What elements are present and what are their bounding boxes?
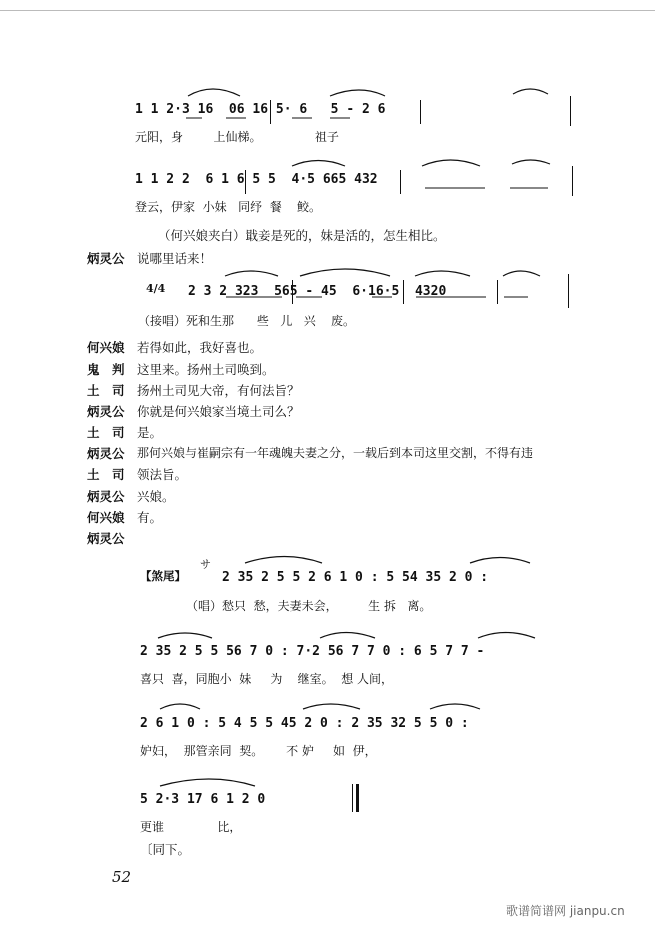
barline <box>497 280 498 304</box>
watermark: 歌谱简谱网 jianpu.cn <box>506 904 625 918</box>
dialogue-text: 这里来。扬州土司唤到。 <box>137 362 275 377</box>
coda-tag: 【煞尾】 <box>140 569 186 583</box>
barline <box>570 96 571 126</box>
page-number: 52 <box>112 868 132 886</box>
meter: 4/4 <box>146 282 166 295</box>
speaker: 何兴娘 <box>87 510 125 525</box>
staff3-notes: 2 3 2 323 565 - 45 6·16·5 4320 <box>188 284 447 299</box>
speaker: 炳灵公 <box>87 489 125 504</box>
aside-line: （何兴娘夹白）戢妾是死的，妹是活的，怎生相比。 <box>158 228 446 243</box>
dialogue-text: 你就是何兴娘家当境土司么？ <box>137 404 300 419</box>
coda-line4-lyrics: 更谁 比， <box>140 820 242 834</box>
staff2-notes: 1 1 2 2 6 1 6 5 5 4·5 665 432 <box>135 172 378 187</box>
speaker: 土 司 <box>87 383 125 398</box>
barline <box>400 170 401 194</box>
speaker: 鬼 判 <box>87 362 125 377</box>
staff1-notes: 1 1 2·3 16 06 16 5· 6 5 - 2 6 <box>135 102 386 117</box>
coda-line1-lyrics: （唱）愁只 愁，夫妻未会， 生 拆 离。 <box>186 599 432 613</box>
speaker: 何兴娘 <box>87 340 125 355</box>
speaker: 炳灵公 <box>87 251 125 266</box>
coda-line3-lyrics: 妒妇， 那管亲同 契。 不 妒 如 伊， <box>140 744 377 758</box>
coda-line2-lyrics: 喜只 喜，同胞小 妹 为 继室。 想 人间， <box>140 672 394 686</box>
speaker: 炳灵公 <box>87 531 125 546</box>
dialogue-text: 有。 <box>137 510 163 525</box>
staff1-lyrics: 元阳，身 上仙梯。 祖子 <box>135 130 339 144</box>
dialogue-text: 兴娘。 <box>137 489 175 504</box>
barline <box>292 280 293 304</box>
speaker: 炳灵公 <box>87 404 125 419</box>
barline <box>352 784 353 812</box>
staff2-lyrics: 登云，伊家 小妹 同纾 餐 鲛。 <box>135 200 321 214</box>
dialogue-text: 是。 <box>137 425 163 440</box>
barline <box>403 280 404 304</box>
free-meter-mark: サ <box>200 558 211 571</box>
dialogue-text: 领法旨。 <box>137 467 188 482</box>
barline <box>420 100 421 124</box>
staff3-lyrics: （接唱）死和生那 些 儿 兴 废。 <box>138 314 356 328</box>
barline <box>568 274 569 308</box>
stage-direction: 〔同下。 <box>140 842 191 857</box>
dialogue-text: 那何兴娘与崔嗣宗有一年魂魄夫妻之分，一载后到本司这里交割，不得有违 <box>137 446 534 460</box>
top-border <box>0 0 655 11</box>
barline <box>572 166 573 196</box>
barline <box>270 100 271 124</box>
coda-line4-notes: 5 2·3 17 6 1 2 0 <box>140 792 266 807</box>
speaker: 炳灵公 <box>87 446 125 461</box>
dialogue-text: 若得如此，我好喜也。 <box>137 340 263 355</box>
coda-line2-notes: 2 35 2 5 5 56 7 0 : 7·2 56 7 7 0 : 6 5 7 7 - <box>140 644 485 659</box>
coda-line1-notes: 2 35 2 5 5 2 6 1 0 : 5 54 35 2 0 : <box>222 570 489 585</box>
dialogue-text: 扬州土司见大帝，有何法旨？ <box>137 383 300 398</box>
dialogue-text: 说哪里话来！ <box>137 251 213 266</box>
speaker: 土 司 <box>87 425 125 440</box>
final-barline <box>356 784 359 812</box>
speaker: 土 司 <box>87 467 125 482</box>
coda-line3-notes: 2 6 1 0 : 5 4 5 5 45 2 0 : 2 35 32 5 5 0 : <box>140 716 469 731</box>
barline <box>245 170 246 194</box>
